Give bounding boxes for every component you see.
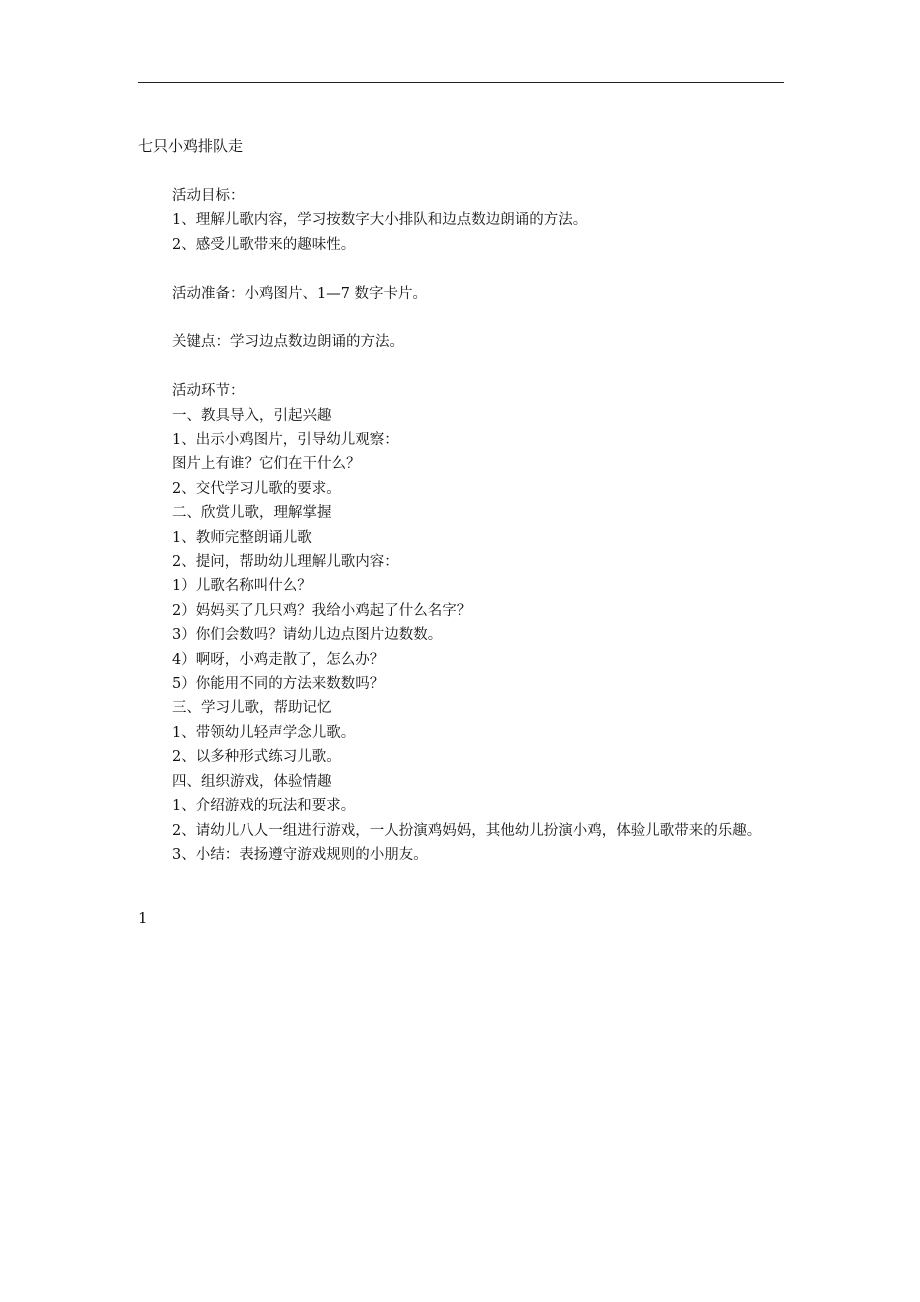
steps-heading: 活动环节： — [172, 383, 245, 400]
step-item: 2、提问，帮助幼儿理解儿歌内容： — [172, 554, 399, 571]
step-item: 1、介绍游戏的玩法和要求。 — [172, 798, 356, 815]
paragraph-gap — [138, 306, 784, 330]
step-item: 3、小结：表扬遵守游戏规则的小朋友。 — [172, 846, 428, 863]
document-body — [138, 184, 784, 867]
question-item: 4）啊呀，小鸡走散了，怎么办？ — [172, 651, 385, 668]
step-title: 三、学习儿歌，帮助记忆 — [172, 700, 332, 717]
question-item: 1）儿歌名称叫什么？ — [172, 578, 312, 595]
goal-item: 2、感受儿歌带来的趣味性。 — [172, 236, 356, 253]
goals-heading: 活动目标： — [172, 188, 245, 204]
step-item: 1、教师完整朗诵儿歌 — [172, 529, 312, 546]
preparation-text: 活动准备：小鸡图片、1—7 数字卡片。 — [172, 285, 428, 302]
step-item: 2、交代学习儿歌的要求。 — [172, 480, 341, 497]
paragraph-gap — [138, 355, 784, 379]
step-title: 二、欣赏儿歌，理解掌握 — [172, 505, 332, 522]
step-item: 1、出示小鸡图片，引导幼儿观察： — [172, 432, 399, 449]
goal-item: 1、理解儿歌内容，学习按数字大小排队和边点数边朗诵的方法。 — [172, 212, 588, 229]
step-title: 四、组织游戏，体验情趣 — [172, 773, 332, 790]
page-number: 1 — [138, 909, 148, 927]
step-item: 2、请幼儿八人一组进行游戏，一人扮演鸡妈妈，其他幼儿扮演小鸡，体验儿歌带来的乐趣。 — [172, 822, 762, 839]
question-item: 5）你能用不同的方法来数数吗？ — [172, 676, 385, 693]
step-item: 2、以多种形式练习儿歌。 — [172, 749, 341, 766]
document-title: 七只小鸡排队走 — [138, 137, 244, 155]
header-rule — [138, 82, 784, 83]
step-item: 1、带领幼儿轻声学念儿歌。 — [172, 724, 356, 741]
paragraph-gap — [138, 257, 784, 281]
question-item: 2）妈妈买了几只鸡？我给小鸡起了什么名字？ — [172, 602, 472, 619]
key-point-text: 关键点：学习边点数边朗诵的方法。 — [172, 334, 404, 351]
question-item: 3）你们会数吗？请幼儿边点图片边数数。 — [172, 627, 443, 644]
step-title: 一、教具导入，引起兴趣 — [172, 407, 332, 424]
step-question: 图片上有谁？它们在干什么？ — [172, 456, 361, 473]
